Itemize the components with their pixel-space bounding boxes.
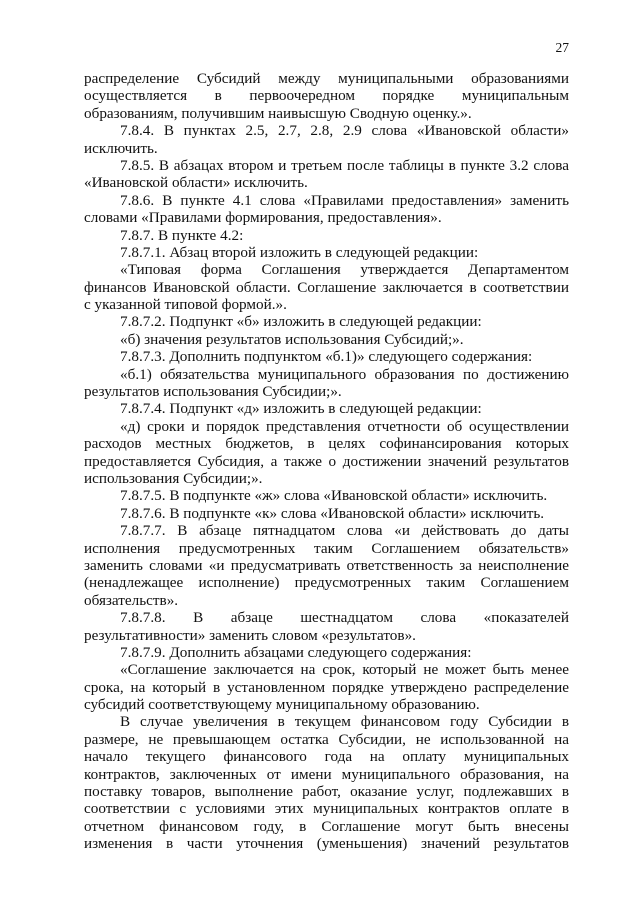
text-line: словами «Правилами формирования, предоставления». xyxy=(84,209,442,227)
text-line: «Соглашение заключается на срок, который не может быть менее xyxy=(120,661,569,679)
text-line: результатов использования Субсидии;». xyxy=(84,383,342,401)
text-line: обязательств». xyxy=(84,591,179,609)
text-line: субсидий соответствующему муниципальному образованию. xyxy=(84,696,480,714)
text-line: В случае увеличения в текущем финансовом году Субсидии в xyxy=(120,713,569,731)
text-line: 7.8.7.6. В подпункте «к» слова «Ивановской области» исключить. xyxy=(120,504,545,522)
text-line: 7.8.6. В пункте 4.1 слова «Правилами предоставления» заменить xyxy=(120,191,569,209)
text-line: «б) значения результатов использования Субсидий;». xyxy=(120,330,464,348)
text-line: 7.8.5. В абзацах втором и третьем после таблицы в пункте 3.2 слова xyxy=(120,156,569,174)
text-line: с указанной типовой формой.». xyxy=(84,296,287,314)
text-line: «Типовая форма Соглашения утверждается Департаментом xyxy=(120,261,569,279)
text-line: финансов Ивановской области. Соглашение заключается в соответствии xyxy=(84,278,569,296)
text-line: «б.1) обязательства муниципального образования по достижению xyxy=(120,365,569,383)
text-line: «д) сроки и порядок представления отчетности об осуществлении xyxy=(120,417,569,435)
text-line: заменить словами «и предусматривать ответственность за неисполнение xyxy=(84,556,569,574)
text-line: образованиям, получившим наивысшую Сводную оценку.». xyxy=(84,104,472,122)
text-line: предоставляется Субсидия, а также о достижении значений результатов xyxy=(84,452,569,470)
text-line: расходов местных бюджетов, в целях софинансирования которых xyxy=(84,435,569,453)
text-line: отчетном финансовом году, в Соглашение могут быть внесены xyxy=(84,817,569,835)
text-line: 7.8.7.9. Дополнить абзацами следующего содержания: xyxy=(120,643,472,661)
text-line: 7.8.7.3. Дополнить подпунктом «б.1)» следующего содержания: xyxy=(120,348,533,366)
text-line: соответствии с условиями этих муниципальных контрактов оплате в xyxy=(84,800,569,818)
text-line: использования Субсидии;». xyxy=(84,469,263,487)
document-body xyxy=(84,70,569,853)
text-line: контрактов, заключенных от имени муниципального образования, на xyxy=(84,765,569,783)
text-line: «Ивановской области» исключить. xyxy=(84,174,308,192)
text-line: 7.8.7.5. В подпункте «ж» слова «Ивановской области» исключить. xyxy=(120,487,548,505)
text-line: 7.8.7.8. В абзаце шестнадцатом слова «показателей xyxy=(120,609,569,627)
text-line: осуществляется в первоочередном порядке муниципальным xyxy=(84,87,569,105)
text-line: размере, не превышающем остатка Субсидии, не использованной на xyxy=(84,730,569,748)
text-line: (ненадлежащее исполнение) предусмотренных таким Соглашением xyxy=(84,574,569,592)
text-line: поставку товаров, выполнение работ, оказание услуг, подлежавших в xyxy=(84,783,569,801)
text-line: 7.8.7.2. Подпункт «б» изложить в следующей редакции: xyxy=(120,313,482,331)
text-line: 7.8.4. В пунктах 2.5, 2.7, 2.8, 2.9 слова «Ивановской области» xyxy=(120,122,569,140)
text-line: 7.8.7.4. Подпункт «д» изложить в следующей редакции: xyxy=(120,400,482,418)
text-line: результативности» заменить словом «результатов». xyxy=(84,626,416,644)
text-line: срока, на который в установленном порядке утверждено распределение xyxy=(84,678,569,696)
text-line: исполнения предусмотренных таким Соглашением обязательств» xyxy=(84,539,569,557)
text-line: распределение Субсидий между муниципальными образованиями xyxy=(84,70,569,87)
text-line: 7.8.7.7. В абзаце пятнадцатом слова «и действовать до даты xyxy=(120,522,569,540)
page-number: 27 xyxy=(555,40,569,55)
text-line: 7.8.7. В пункте 4.2: xyxy=(120,226,244,244)
text-line: начало текущего финансового года на оплату муниципальных xyxy=(84,748,569,766)
text-line: изменения в части уточнения (уменьшения) значений результатов xyxy=(84,835,569,853)
text-line: исключить. xyxy=(84,139,158,157)
text-line: 7.8.7.1. Абзац второй изложить в следующей редакции: xyxy=(120,243,479,261)
